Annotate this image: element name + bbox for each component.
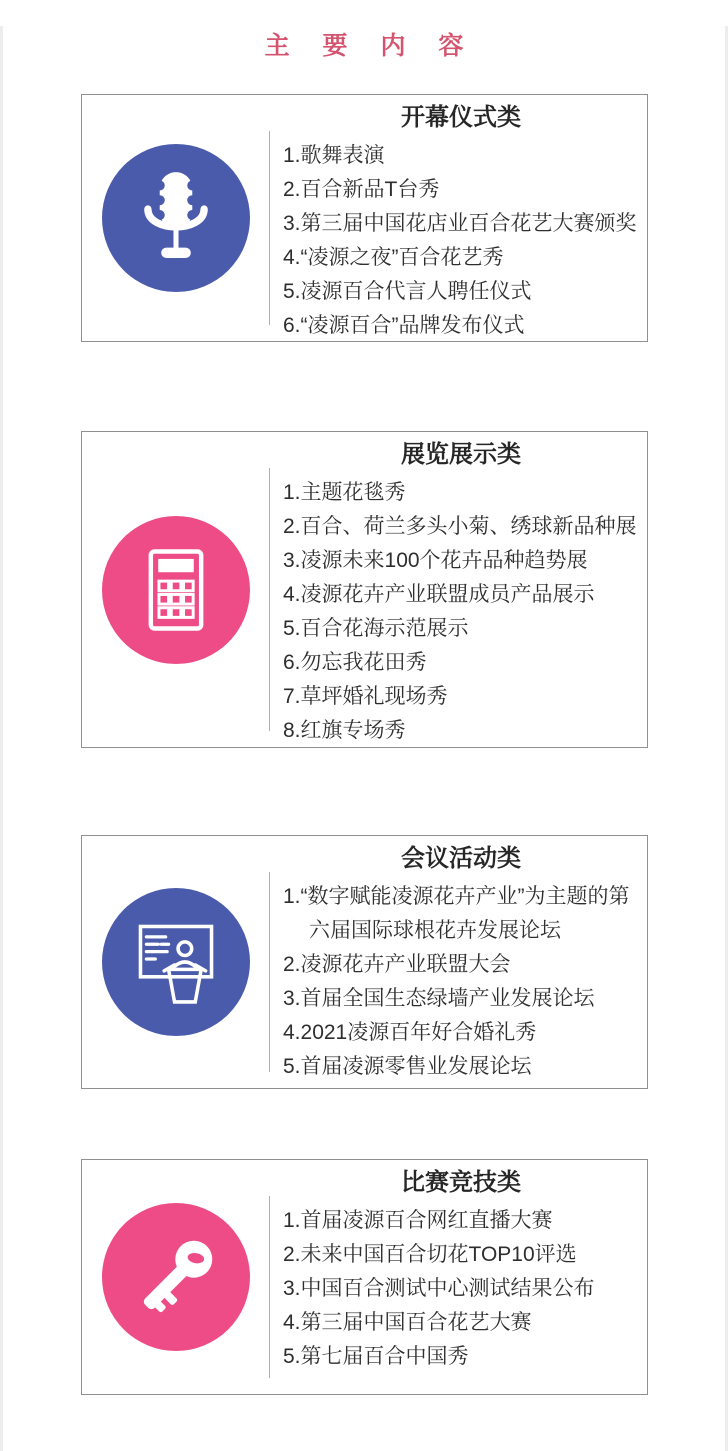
section-content	[269, 95, 647, 341]
list-item: 4.2021凌源百年好合婚礼秀	[283, 1021, 537, 1044]
vertical-divider	[269, 468, 270, 731]
list-item: 1.“数字赋能凌源花卉产业”为主题的第六届国际球根花卉发展论坛	[283, 885, 630, 942]
section-content	[269, 1160, 647, 1394]
item-list	[283, 880, 639, 1084]
list-item: 8.红旗专场秀	[283, 719, 406, 742]
list-item: 5.凌源百合代言人聘任仪式	[283, 280, 532, 303]
list-item: 2.百合、荷兰多头小菊、绣球新品种展	[283, 515, 637, 538]
item-list	[283, 476, 639, 748]
section-title: 展览展示类	[401, 441, 521, 468]
list-item: 3.第三届中国花店业百合花艺大赛颁奖	[283, 212, 637, 235]
section-icon-column	[82, 1160, 269, 1394]
list-item: 4.“凌源之夜”百合花艺秀	[283, 246, 504, 269]
section-exhibition	[81, 431, 648, 748]
calculator-icon	[102, 516, 250, 664]
infographic-page	[0, 26, 728, 1451]
list-item: 3.凌源未来100个花卉品种趋势展	[283, 549, 588, 572]
list-item: 5.百合花海示范展示	[283, 617, 469, 640]
list-item: 1.歌舞表演	[283, 144, 385, 167]
section-content	[269, 432, 647, 747]
item-list	[283, 139, 639, 343]
list-item: 3.首届全国生态绿墙产业发展论坛	[283, 987, 595, 1010]
list-item: 2.凌源花卉产业联盟大会	[283, 953, 511, 976]
vertical-divider	[269, 872, 270, 1072]
section-conference	[81, 835, 648, 1089]
section-icon-column	[82, 836, 269, 1088]
vertical-divider	[269, 131, 270, 325]
list-item: 2.未来中国百合切花TOP10评选	[283, 1243, 577, 1266]
microphone-icon	[102, 144, 250, 292]
list-item: 3.中国百合测试中心测试结果公布	[283, 1277, 595, 1300]
list-item: 4.凌源花卉产业联盟成员产品展示	[283, 583, 595, 606]
list-item: 6.勿忘我花田秀	[283, 651, 427, 674]
section-icon-column	[82, 95, 269, 341]
section-competition	[81, 1159, 648, 1395]
item-list	[283, 1204, 639, 1374]
list-item: 1.主题花毯秀	[283, 481, 406, 504]
list-item: 5.第七届百合中国秀	[283, 1345, 469, 1368]
list-item: 6.“凌源百合”品牌发布仪式	[283, 314, 525, 337]
list-item: 2.百合新品T台秀	[283, 178, 440, 201]
page-title: 主 要 内 容	[264, 32, 477, 60]
key-icon	[102, 1203, 250, 1351]
section-opening-ceremony	[81, 94, 648, 342]
list-item: 5.首届凌源零售业发展论坛	[283, 1055, 532, 1078]
section-content	[269, 836, 647, 1088]
section-title: 开幕仪式类	[401, 104, 521, 131]
presentation-icon	[102, 888, 250, 1036]
vertical-divider	[269, 1196, 270, 1378]
list-item: 4.第三届中国百合花艺大赛	[283, 1311, 532, 1334]
section-title: 会议活动类	[401, 845, 521, 872]
section-title: 比赛竞技类	[401, 1169, 521, 1196]
list-item: 7.草坪婚礼现场秀	[283, 685, 448, 708]
list-item: 1.首届凌源百合网红直播大赛	[283, 1209, 553, 1232]
section-icon-column	[82, 432, 269, 747]
